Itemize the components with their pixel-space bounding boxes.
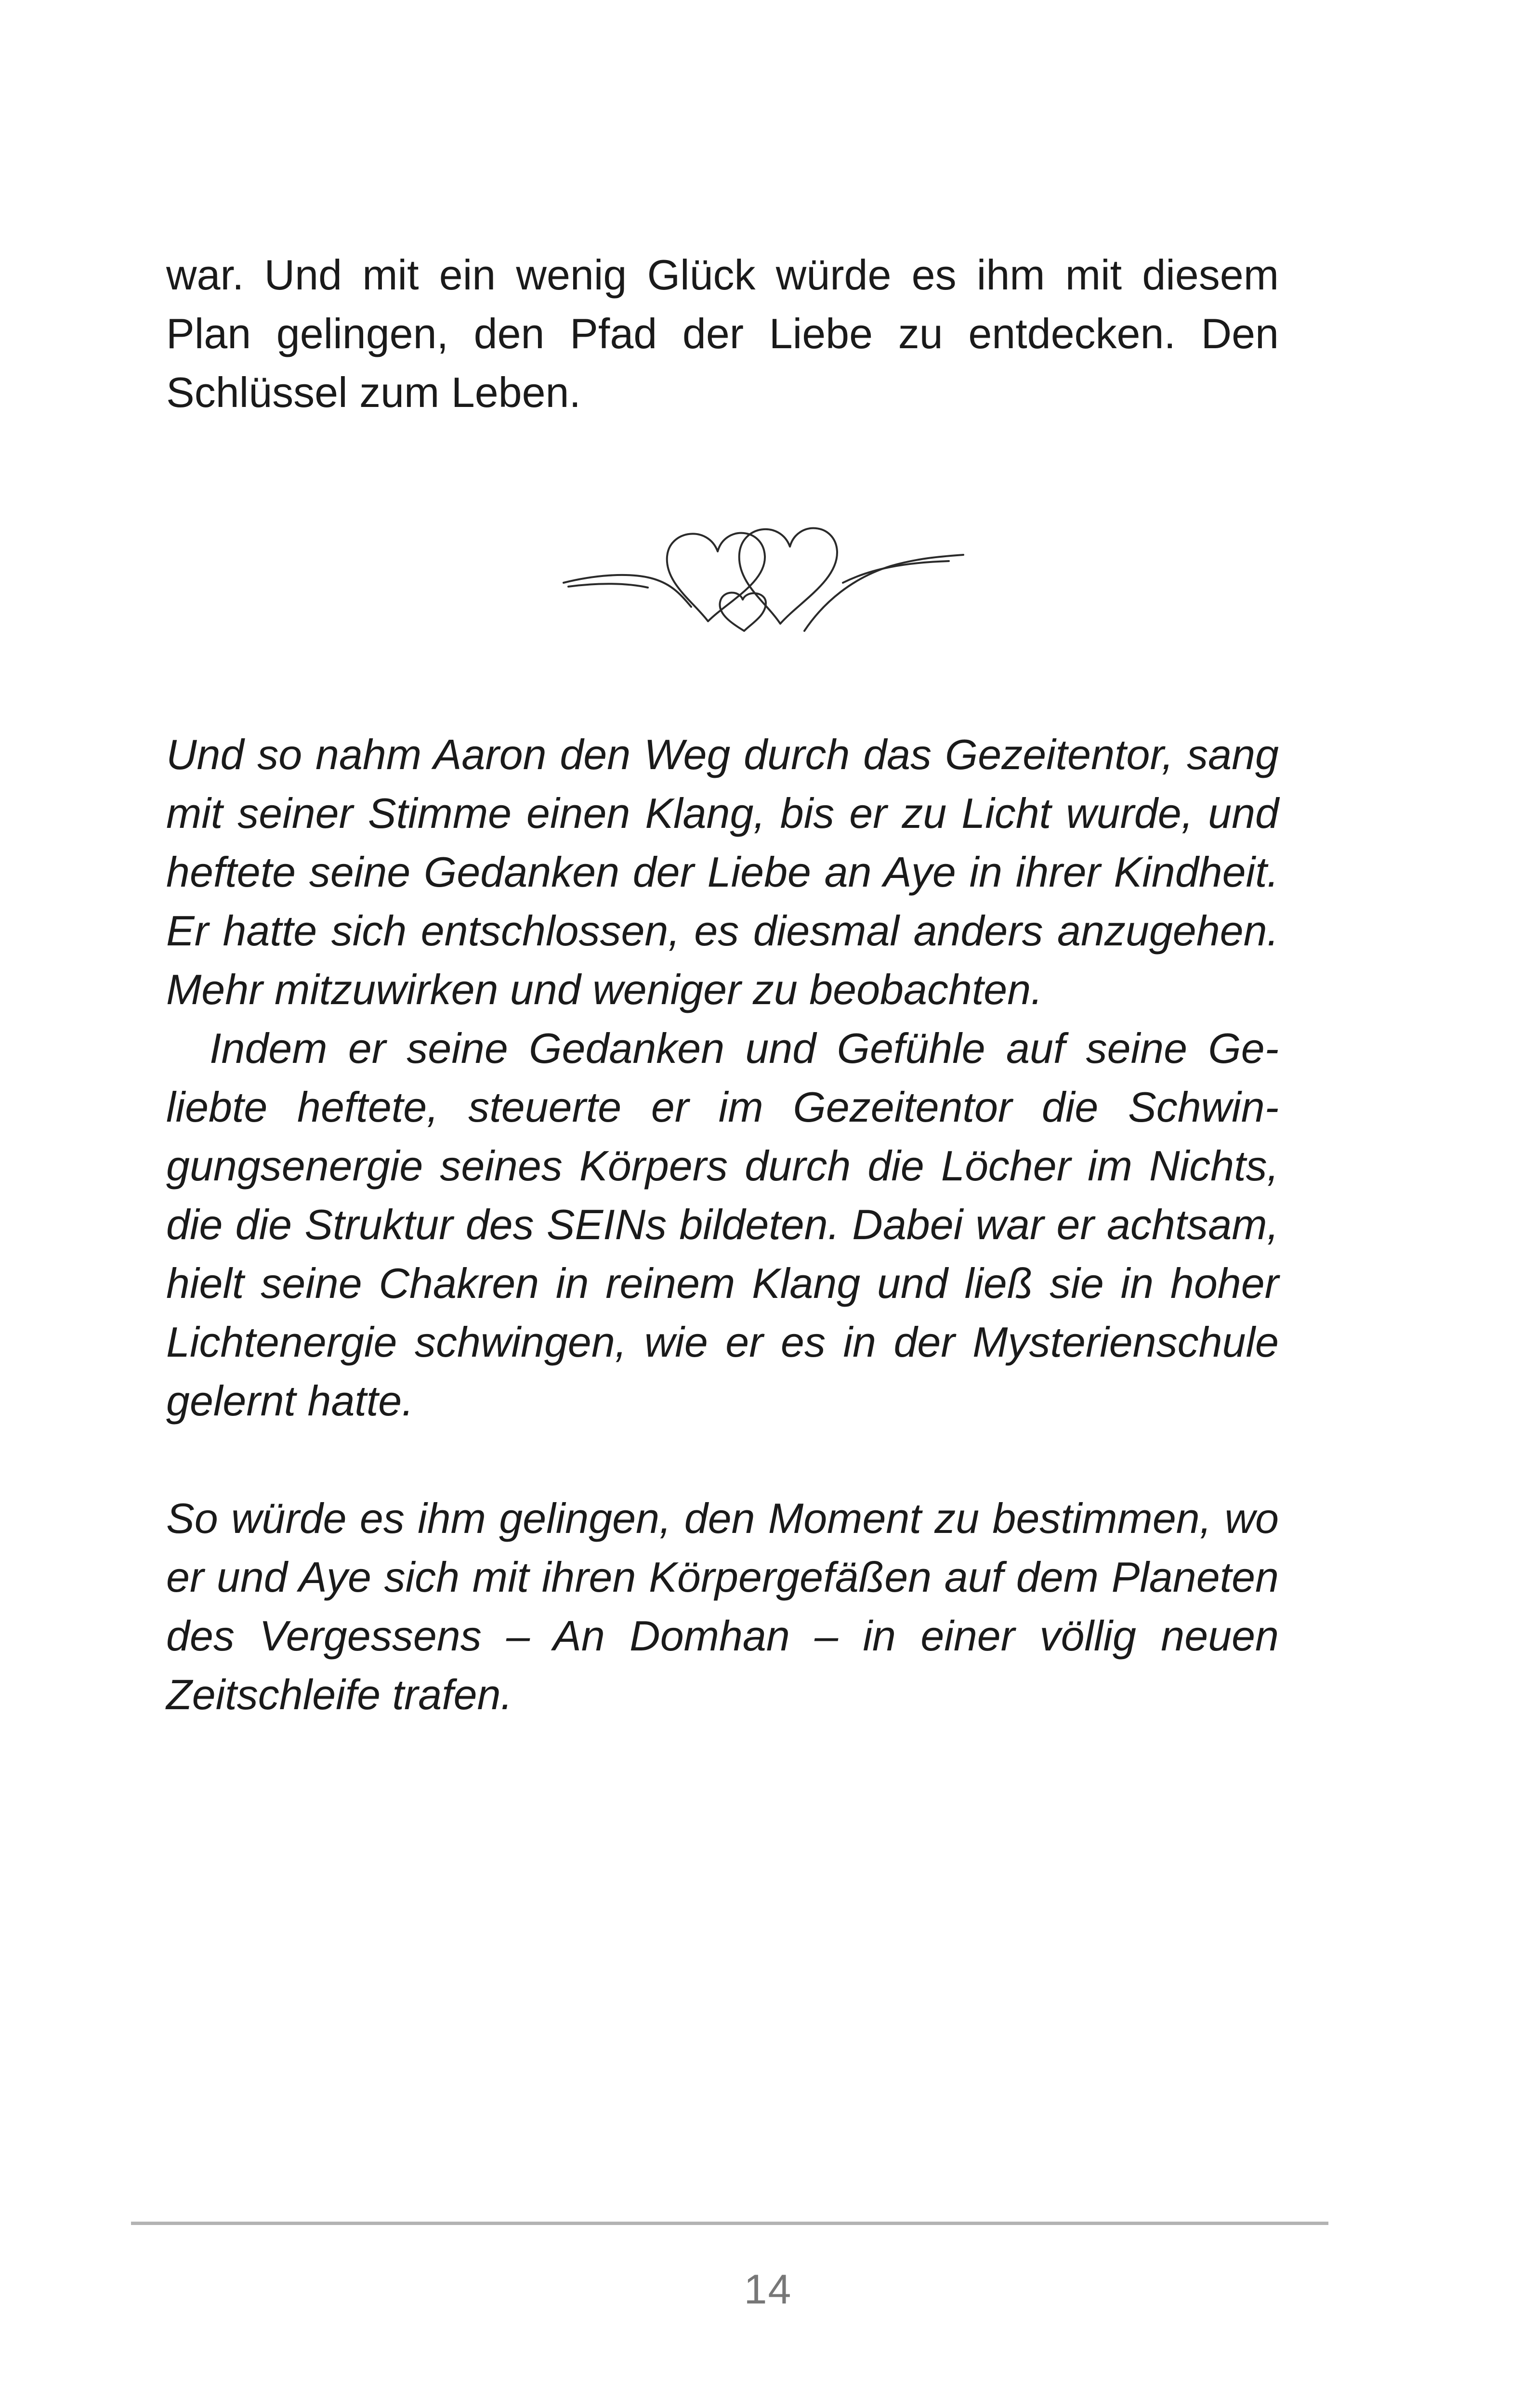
hearts-ornament-icon (554, 510, 968, 636)
story-paragraph-2: Indem er seine Gedanken und Gefühle auf seine Geliebte heftete, steuerte er im Gezeitentor die Schwingungsenergie seines Körpers durch die Löcher im Nichts, die die Struktur des SEINs bildeten. Dabei war er achtsam, hielt seine Chakren in reinem Klang und ließ sie in hoher Lichtenergie schwingen, wie er es in der Mysterienschule gelernt hatte. (166, 1024, 1279, 1425)
intro-text (166, 246, 1279, 422)
page-number: 14 (744, 2266, 792, 2313)
story-paragraph-1: Und so nahm Aaron den Weg durch das Gezeitentor, sang mit seiner Stimme einen Klang, bis er zu Licht wurde, und heftete seine Gedanken der Liebe an Aye in ihrer Kindheit. Er hatte sich entschlossen, es diesmal anders anzugehen. Mehr mitzuwirken und weniger zu beobachten. (166, 731, 1279, 1013)
story-text (166, 725, 1279, 1724)
intro-paragraph: war. Und mit ein wenig Glück würde es ihm mit diesem Plan gelingen, den Pfad der Liebe zu entdecken. Den Schlüssel zum Leben. (166, 251, 1279, 416)
story-paragraph-3: So würde es ihm gelingen, den Moment zu bestimmen, wo er und Aye sich mit ihren Körpergefäßen auf dem Planeten des Vergessens – An Domhan – in einer völlig neuen Zeitschleife trafen. (166, 1494, 1279, 1718)
footer-divider (131, 2222, 1328, 2225)
